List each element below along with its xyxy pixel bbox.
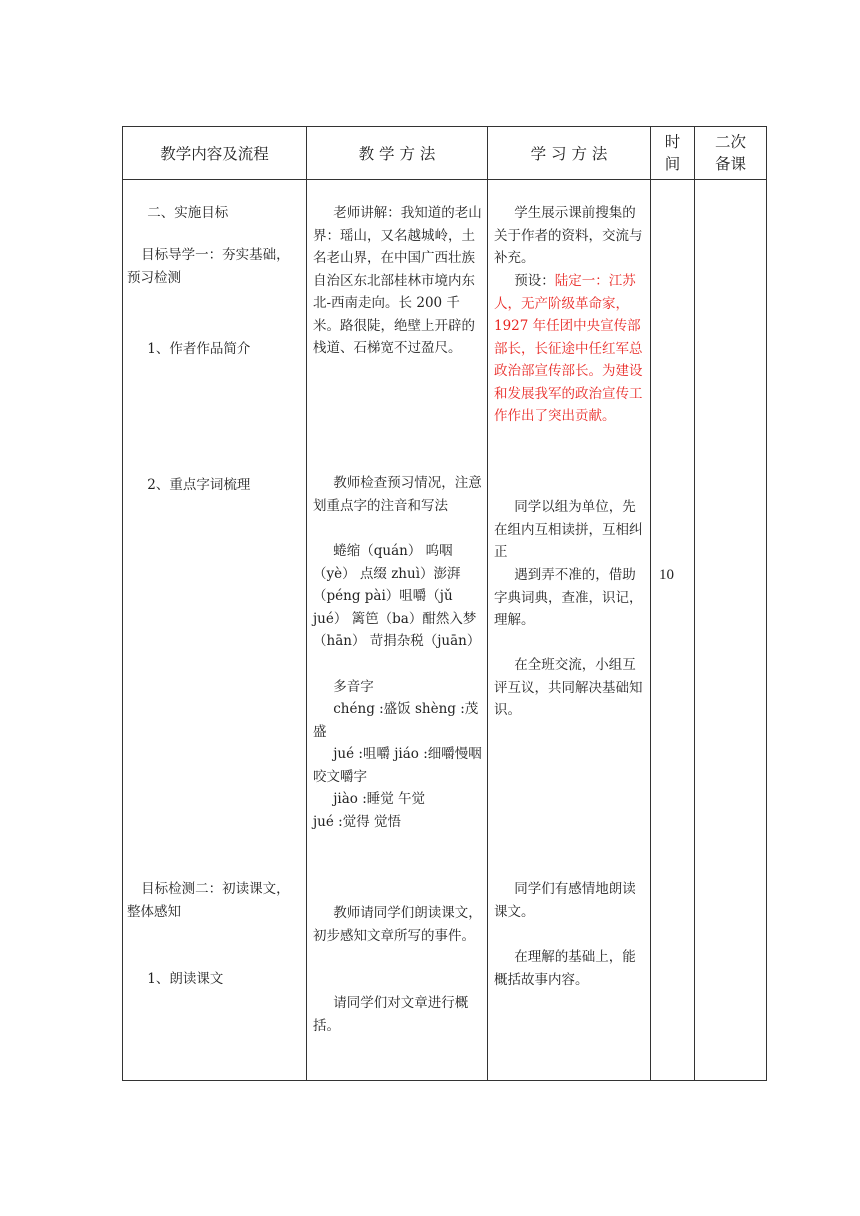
section-key-words: 2、重点字词梳理 <box>147 477 251 493</box>
header-time-line1: 时 <box>664 133 681 151</box>
teaching-method-cell <box>307 180 488 1081</box>
header-content-flow: 教学内容及流程 <box>123 127 307 180</box>
header-second-prep-line2: 备课 <box>714 155 746 173</box>
header-time-line2: 间 <box>664 155 681 173</box>
preset-label: 预设： <box>514 273 555 289</box>
student-show-material: 学生展示课前搜集的关于作者的资料，交流与补充。 <box>494 205 643 266</box>
table-body-row <box>123 180 767 1081</box>
teacher-read-aloud: 教师请同学们朗读课文，初步感知文章所写的事件。 <box>313 905 482 944</box>
section-goal-two: 目标检测二：初读课文，整体感知 <box>127 881 290 920</box>
time-cell <box>651 180 695 1081</box>
preset-answer <box>494 270 646 428</box>
time-minutes: 10 <box>659 567 674 583</box>
preset-author-info: 陆定一：江苏人，无产阶级革命家，1927 年任团中央宣传部部长，长征途中任红军总政治部宣传部长。为建设和发展我军的政治宣传工作作出了突出贡献。 <box>494 273 643 424</box>
header-learning-method: 学 习 方 法 <box>488 127 651 180</box>
header-time <box>651 127 695 180</box>
content-flow-cell <box>123 180 307 1081</box>
teacher-check-preview: 教师检查预习情况，注意划重点字的注音和写法 <box>313 475 482 514</box>
section-goal-one-text: 目标导学一：夯实基础，预习检测 <box>127 247 290 286</box>
section-implementation-goal: 二、实施目标 <box>147 205 229 221</box>
header-second-prep <box>695 127 767 180</box>
group-peer-reading: 同学以组为单位，先在组内互相读拼，互相纠正 <box>494 499 643 560</box>
header-second-prep-line1: 二次 <box>714 133 746 151</box>
teacher-summarize: 请同学们对文章进行概括。 <box>313 995 469 1034</box>
polyphone-jue-jiao: jué :咀嚼 jiáo :细嚼慢咽 咬文嚼字 <box>313 746 482 785</box>
dictionary-lookup: 遇到弄不准的，借助字典词典，查准，识记，理解。 <box>494 567 643 628</box>
polyphone-sheng: chéng :盛饭 shèng :茂盛 <box>313 701 479 740</box>
table-header-row <box>123 127 767 180</box>
second-prep-cell <box>695 180 767 1081</box>
learning-method-cell <box>488 180 651 1081</box>
header-teaching-method: 教 学 方 法 <box>307 127 488 180</box>
polyphone-jue: jué :觉得 觉悟 <box>313 814 402 830</box>
class-discussion: 在全班交流，小组互评互议，共同解决基础知识。 <box>494 657 643 718</box>
polyphone-title: 多音字 <box>333 679 374 695</box>
lesson-plan-table <box>122 126 767 1081</box>
section-author-intro: 1、作者作品简介 <box>147 341 251 357</box>
students-summarize: 在理解的基础上，能概括故事内容。 <box>494 949 636 988</box>
students-read-aloud: 同学们有感情地朗读课文。 <box>494 881 636 920</box>
teacher-explanation: 老师讲解：我知道的老山界：瑶山，又名越城岭，土名老山界，在中国广西壮族自治区东北部桂林市境内东北-西南走向。长 200 千米。路很陡，绝壁上开辟的栈道、石梯宽不过盈尺。 <box>313 205 482 356</box>
section-goal-one <box>127 244 303 289</box>
polyphone-jiao: jiào :睡觉 午觉 <box>333 791 426 807</box>
pinyin-word-list: 蜷缩（quán） 呜咽（yè） 点缀 zhuì）澎湃（péng pài）咀嚼（jǔ jué） 篱笆（ba）酣然入梦（hān） 苛捐杂税（juān） <box>313 543 481 649</box>
section-read-aloud: 1、朗读课文 <box>147 971 224 987</box>
